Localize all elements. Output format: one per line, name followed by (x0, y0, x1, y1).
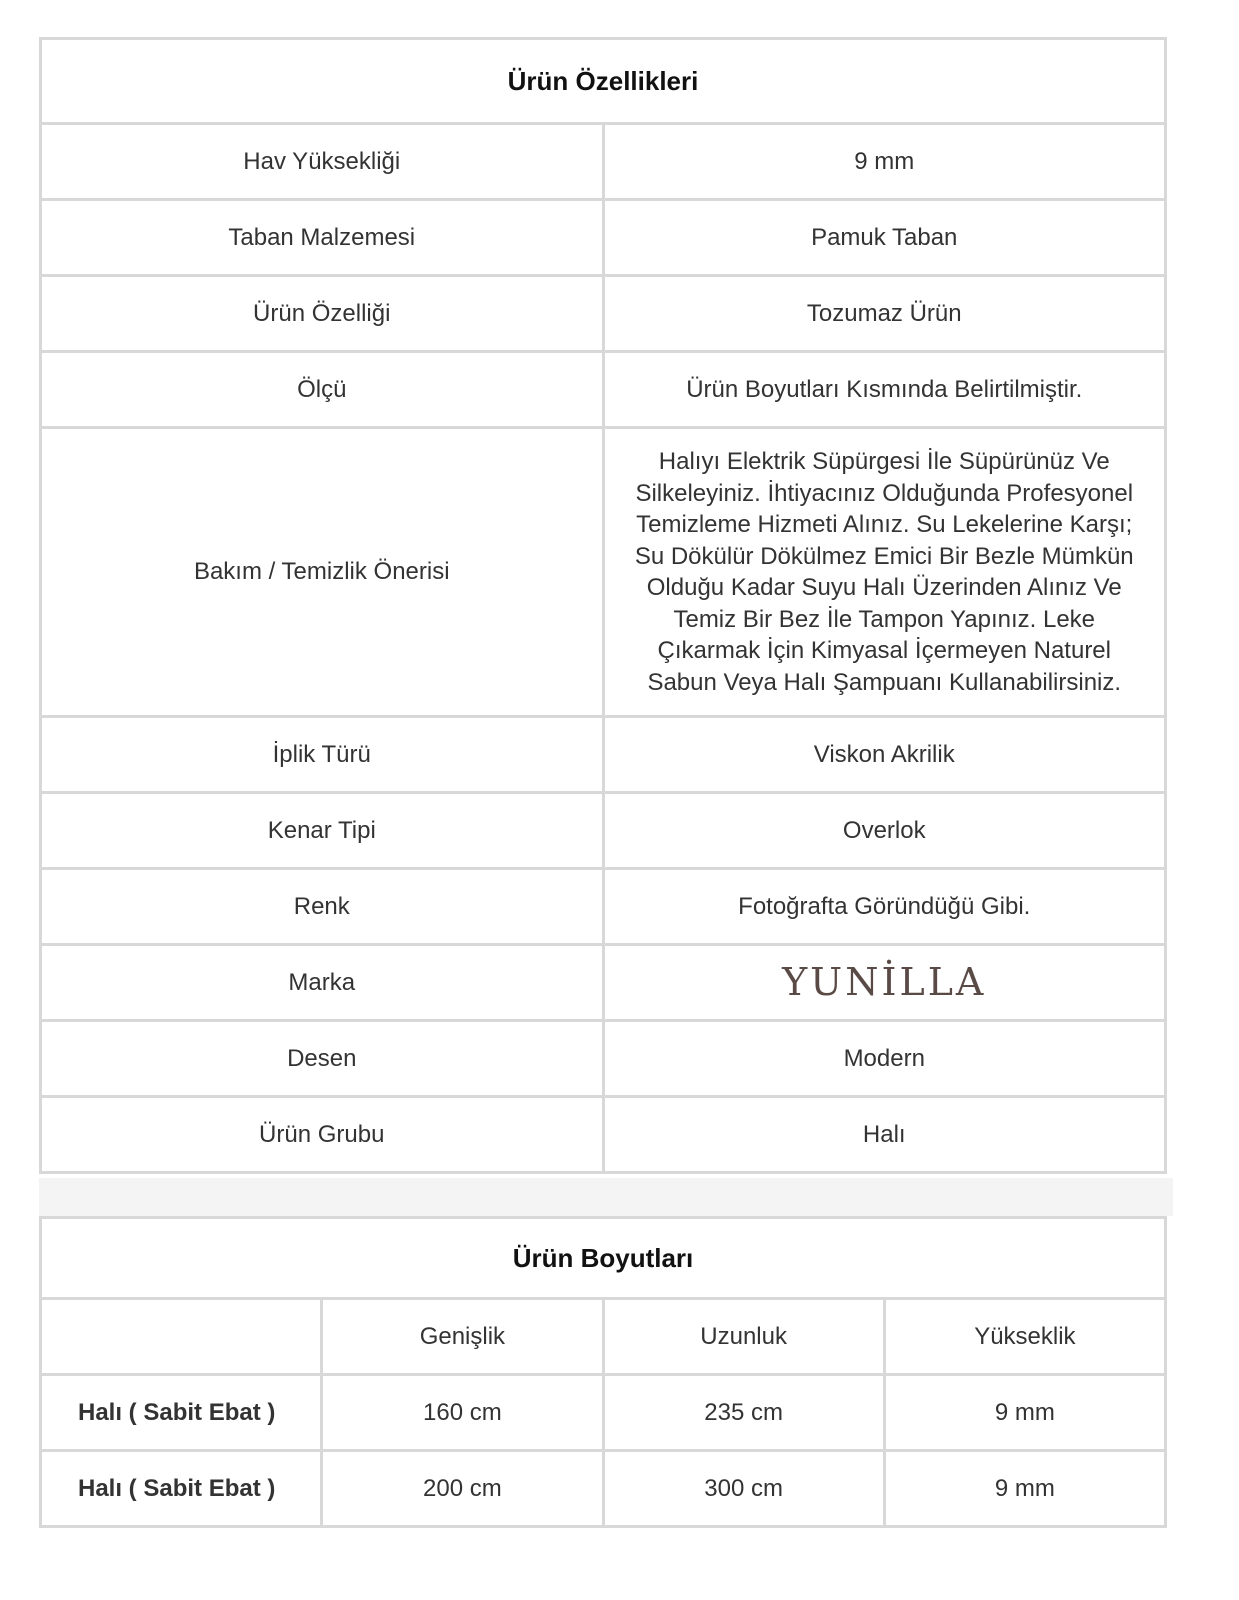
property-label: Bakım / Temizlik Önerisi (41, 428, 604, 717)
table-row (41, 793, 1166, 869)
property-label: Ürün Özelliği (41, 276, 604, 352)
property-label: Taban Malzemesi (41, 200, 604, 276)
width-value: 200 cm (322, 1451, 603, 1527)
property-label: Marka (41, 945, 604, 1021)
table-row (41, 1375, 1166, 1451)
product-properties-table (39, 37, 1167, 1174)
column-header-height: Yükseklik (884, 1299, 1165, 1375)
width-value: 160 cm (322, 1375, 603, 1451)
dimensions-header-row (41, 1218, 1166, 1299)
property-label: Kenar Tipi (41, 793, 604, 869)
property-value: Pamuk Taban (603, 200, 1166, 276)
table-row (41, 124, 1166, 200)
table-row (41, 1021, 1166, 1097)
property-value: 9 mm (603, 124, 1166, 200)
brand-logo: YUNİLLA (782, 960, 987, 1004)
property-value: Fotoğrafta Göründüğü Gibi. (603, 869, 1166, 945)
property-value: Viskon Akrilik (603, 717, 1166, 793)
length-value: 235 cm (603, 1375, 884, 1451)
table-row (41, 1451, 1166, 1527)
table-row (41, 869, 1166, 945)
table-row (41, 200, 1166, 276)
property-label: Ürün Grubu (41, 1097, 604, 1173)
care-instructions-value: Halıyı Elektrik Süpürgesi İle Süpürünüz Ve Silkeleyiniz. İhtiyacınız Olduğunda Profesyonel Temizleme Hizmeti Alınız. Su Lekelerine Karşı; Su Dökülür Dökülmez Emici Bir Bezle Mümkün Olduğu Kadar Suyu Halı Üzerinden Alınız Ve Temiz Bir Bez İle Tampon Yapınız. Leke Çıkarmak İçin Kimyasal İçermeyen Naturel Sabun Veya Halı Şampuanı Kullanabilirsiniz. (603, 428, 1166, 717)
table-row (41, 352, 1166, 428)
section-divider (39, 1178, 1173, 1216)
height-value: 9 mm (884, 1451, 1165, 1527)
properties-title: Ürün Özellikleri (41, 39, 1166, 124)
property-value: Tozumaz Ürün (603, 276, 1166, 352)
property-label: Desen (41, 1021, 604, 1097)
row-label: Halı ( Sabit Ebat ) (41, 1375, 322, 1451)
dimensions-column-headers (41, 1299, 1166, 1375)
brand-cell (603, 945, 1166, 1021)
table-row (41, 276, 1166, 352)
property-label: İplik Türü (41, 717, 604, 793)
property-label: Renk (41, 869, 604, 945)
row-label: Halı ( Sabit Ebat ) (41, 1451, 322, 1527)
table-row (41, 717, 1166, 793)
column-header-empty (41, 1299, 322, 1375)
property-value: Modern (603, 1021, 1166, 1097)
product-dimensions-table (39, 1216, 1167, 1528)
property-value: Halı (603, 1097, 1166, 1173)
property-label: Hav Yüksekliği (41, 124, 604, 200)
height-value: 9 mm (884, 1375, 1165, 1451)
dimensions-title: Ürün Boyutları (41, 1218, 1166, 1299)
column-header-width: Genişlik (322, 1299, 603, 1375)
property-label: Ölçü (41, 352, 604, 428)
length-value: 300 cm (603, 1451, 884, 1527)
table-row (41, 945, 1166, 1021)
property-value: Overlok (603, 793, 1166, 869)
column-header-length: Uzunluk (603, 1299, 884, 1375)
properties-header-row (41, 39, 1166, 124)
property-value: Ürün Boyutları Kısmında Belirtilmiştir. (603, 352, 1166, 428)
table-row (41, 428, 1166, 717)
table-row (41, 1097, 1166, 1173)
